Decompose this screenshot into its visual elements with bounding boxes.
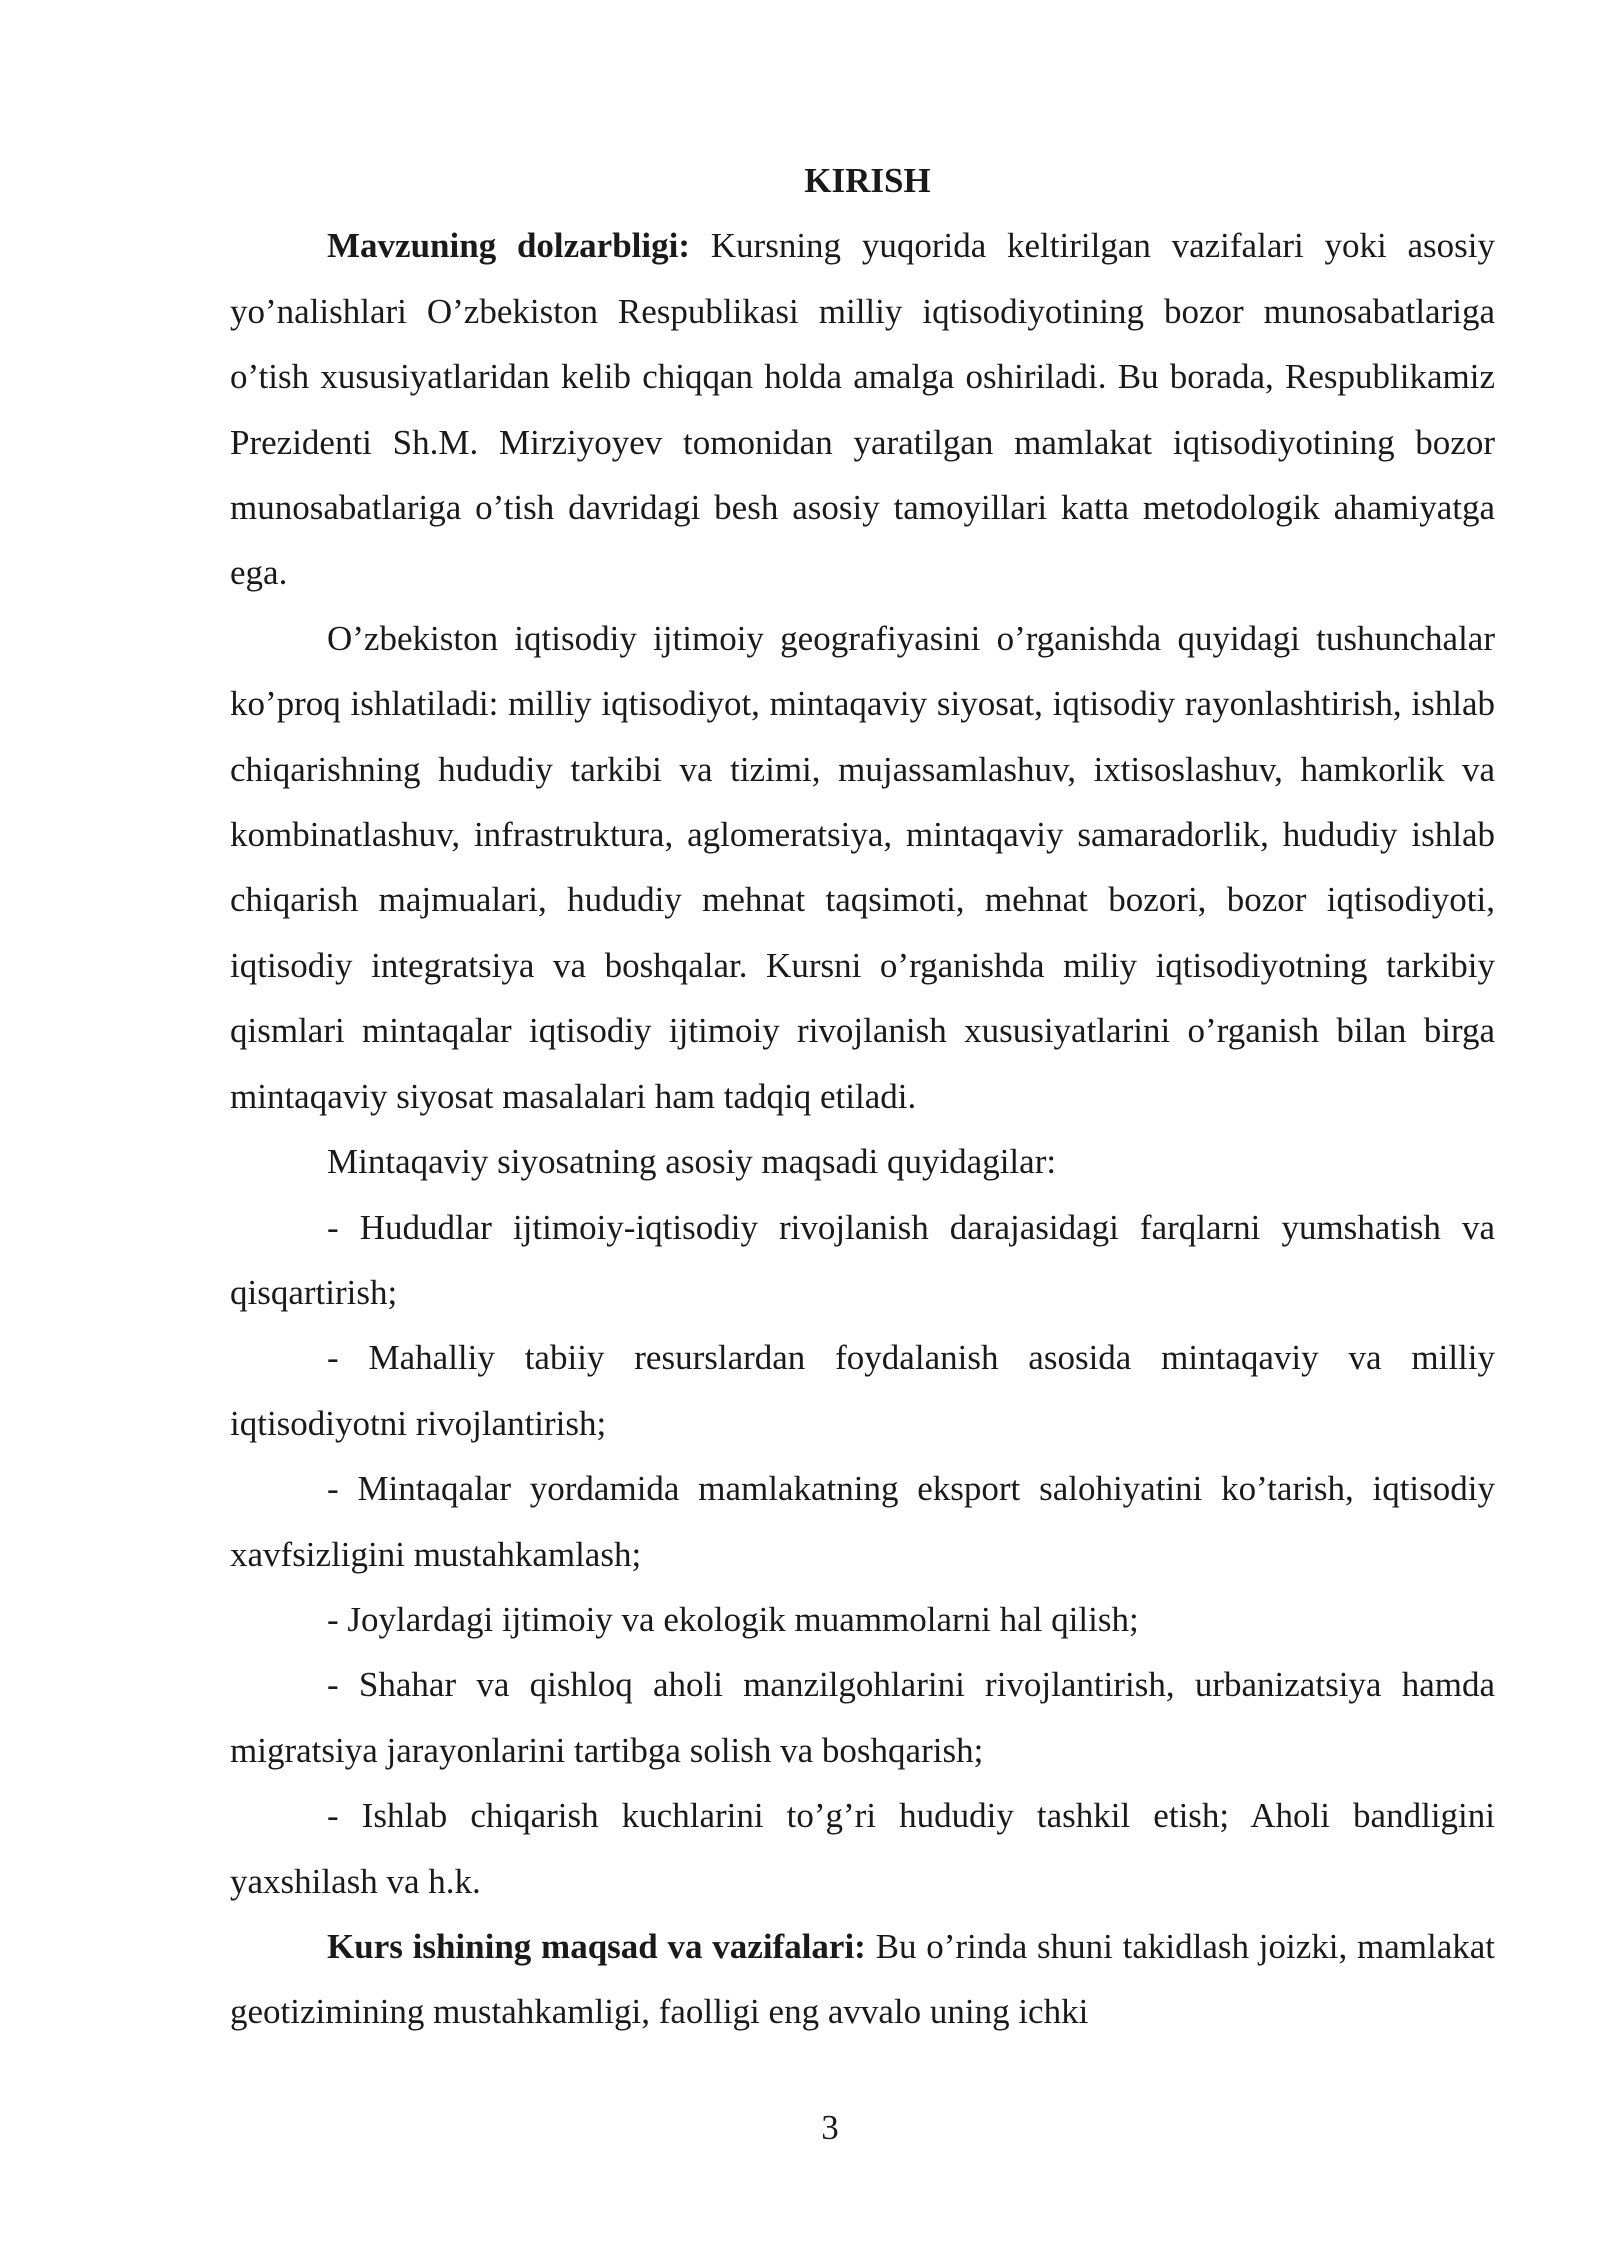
paragraph-policy-goals-intro: Mintaqaviy siyosatning asosiy maqsadi quyidagilar: [327,1142,1057,1182]
list-item-goal: - Mintaqalar yordamida mamlakatning eksport salohiyatini ko’tarish, iqtisodiy xavfsizligini mustahkamlash; [230,1469,1495,1574]
page-body [230,148,1495,2045]
page-number: 3 [821,2108,839,2147]
paragraph-text: Kursning yuqorida keltirilgan vazifalari yoki asosiy yo’nalishlari O’zbekiston Respublikasi milliy iqtisodiyotining bozor munosabatlariga o’tish xususiyatlaridan kelib chiqqan holda amalga oshiriladi. Bu borada, Respublikamiz Prezidenti Sh.M. Mirziyoyev tomonidan yaratilgan mamlakat iqtisodiyotining bozor munosabatlariga o’tish davridagi besh asosiy tamoyillari katta metodologik ahamiyatga ega. [230,226,1495,593]
paragraph-objectives [230,1914,1495,2045]
page-title: KIRISH [804,161,931,200]
list-item-goal: - Shahar va qishloq aholi manzilgohlarini rivojlantirish, urbanizatsiya hamda migratsiya jarayonlarini tartibga solish va boshqarish; [230,1665,1495,1770]
list-item-goal: - Ishlab chiqarish kuchlarini to’g’ri hududiy tashkil etish; Aholi bandligini yaxshilash va h.k. [230,1796,1495,1901]
paragraph-lead: Kurs ishining maqsad va vazifalari: [327,1926,866,1966]
paragraph-concepts: O’zbekiston iqtisodiy ijtimoiy geografiyasini o’rganishda quyidagi tushunchalar ko’proq ishlatiladi: milliy iqtisodiyot, mintaqaviy siyosat, iqtisodiy rayonlashtirish, ishlab chiqarishning hududiy tarkibi va tizimi, mujassamlashuv, ixtisoslashuv, hamkorlik va kombinatlashuv, infrastruktura, aglomeratsiya, mintaqaviy samaradorlik, hududiy ishlab chiqarish majmualari, hududiy mehnat taqsimoti, mehnat bozori, bozor iqtisodiyoti, iqtisodiy integratsiya va boshqalar. Kursni o’rganishda miliy iqtisodiyotning tarkibiy qismlari mintaqalar iqtisodiy ijtimoiy rivojlanish xususiyatlarini o’rganish bilan birga mintaqaviy siyosat masalalari ham tadqiq etiladi. [230,618,1495,1116]
paragraph-text: Bu o’rinda shuni takidlash joizki, mamlakat geotizimining mustahkamligi, faolligi eng avvalo uning ichki [230,1926,1495,2032]
list-item-goal: - Mahalliy tabiiy resurslardan foydalanish asosida mintaqaviy va milliy iqtisodiyotni rivojlantirish; [230,1338,1495,1443]
list-item-goal: - Joylardagi ijtimoiy va ekologik muammolarni hal qilish; [327,1599,1139,1639]
paragraph-relevance [230,213,1495,605]
paragraph-lead: Mavzuning dolzarbligi: [327,226,691,266]
list-item-goal: - Hududlar ijtimoiy-iqtisodiy rivojlanish darajasidagi farqlarni yumshatish va qisqartirish; [230,1207,1495,1312]
